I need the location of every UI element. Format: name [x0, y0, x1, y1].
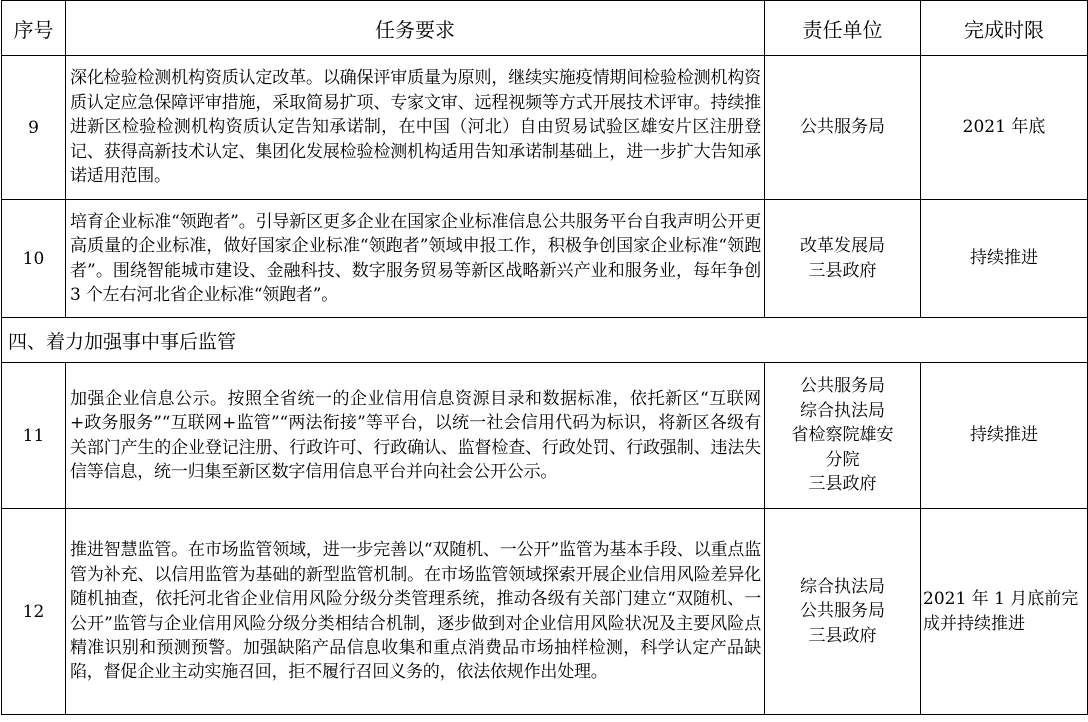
table-header-row: [2, 1, 1088, 56]
task-description: 加强企业信息公示。按照全省统一的企业信用信息资源目录和数据标准，依托新区“互联网+政务服务”“互联网+监管”“两法衔接”等平台，以统一社会信用代码为标识，将新区各级有关部门产生的企业登记注册、行政许可、行政确认、监督检查、行政处罚、行政强制、违法失信等信息，统一归集至新区数字信用信息平台并向社会公开公示。: [66, 363, 765, 509]
section-title: 四、着力加强事中事后监管: [2, 318, 1088, 363]
header-deadline: 完成时限: [921, 1, 1088, 56]
row-number: 9: [2, 56, 66, 200]
task-description: 推进智慧监管。在市场监管领域，进一步完善以“双随机、一公开”监管为基本手段、以重点监管为补充、以信用监管为基础的新型监管机制。在市场监管领域探索开展企业信用风险差异化随机抽查，依托河北省企业信用风险分级分类管理系统，推动各级有关部门建立“双随机、一公开”监管与企业信用风险分级分类相结合机制，逐步做到对企业信用风险状况及主要风险点精准识别和预测预警。加强缺陷产品信息收集和重点消费品市场抽样检测，科学认定产品缺陷，督促企业主动实施召回，拒不履行召回义务的，依法依规作出处理。: [66, 509, 765, 715]
table-row: [2, 56, 1088, 200]
responsible-unit: [765, 200, 921, 318]
deadline: 持续推进: [921, 363, 1088, 509]
responsible-unit: [765, 509, 921, 715]
unit-line: 综合执法局: [800, 576, 885, 597]
table-row: [2, 509, 1088, 715]
unit-line: 分院: [825, 449, 860, 470]
unit-line: 改革发展局: [800, 236, 885, 257]
unit-line: 综合执法局: [800, 400, 885, 421]
table-row: [2, 363, 1088, 509]
header-unit: 责任单位: [765, 1, 921, 56]
responsible-unit: [765, 363, 921, 509]
section-row: [2, 318, 1088, 363]
task-description: 培育企业标准“领跑者”。引导新区更多企业在国家企业标准信息公共服务平台自我声明公开更高质量的企业标准，做好国家企业标准“领跑者”领域申报工作，积极争创国家企业标准“领跑者”。围绕智能城市建设、金融科技、数字服务贸易等新区战略新兴产业和服务业，每年争创 3 个左右河北省企业标准“领跑者”。: [66, 200, 765, 318]
unit-line: 公共服务局: [800, 601, 885, 622]
deadline: 2021 年 1 月底前完成并持续推进: [921, 509, 1088, 715]
unit-line: 三县政府: [808, 260, 877, 281]
unit-line: 三县政府: [808, 474, 877, 495]
row-number: 12: [2, 509, 66, 715]
row-number: 11: [2, 363, 66, 509]
responsible-unit: [765, 56, 921, 200]
task-description: 深化检验检测机构资质认定改革。以确保评审质量为原则，继续实施疫情期间检验检测机构资质认定应急保障评审措施，采取简易扩项、专家文审、远程视频等方式开展技术评审。持续推进新区检验检测机构资质认定告知承诺制，在中国（河北）自由贸易试验区雄安片区注册登记、获得高新技术认定、集团化发展检验检测机构适用告知承诺制基础上，进一步扩大告知承诺适用范围。: [66, 56, 765, 200]
unit-line: 公共服务局: [800, 117, 885, 138]
row-number: 10: [2, 200, 66, 318]
task-table: [1, 0, 1088, 715]
header-no: 序号: [2, 1, 66, 56]
header-task: 任务要求: [66, 1, 765, 56]
table-row: [2, 200, 1088, 318]
unit-line: 公共服务局: [800, 376, 885, 397]
deadline: 2021 年底: [921, 56, 1088, 200]
unit-line: 省检察院雄安: [791, 425, 894, 446]
deadline: 持续推进: [921, 200, 1088, 318]
unit-line: 三县政府: [808, 625, 877, 646]
